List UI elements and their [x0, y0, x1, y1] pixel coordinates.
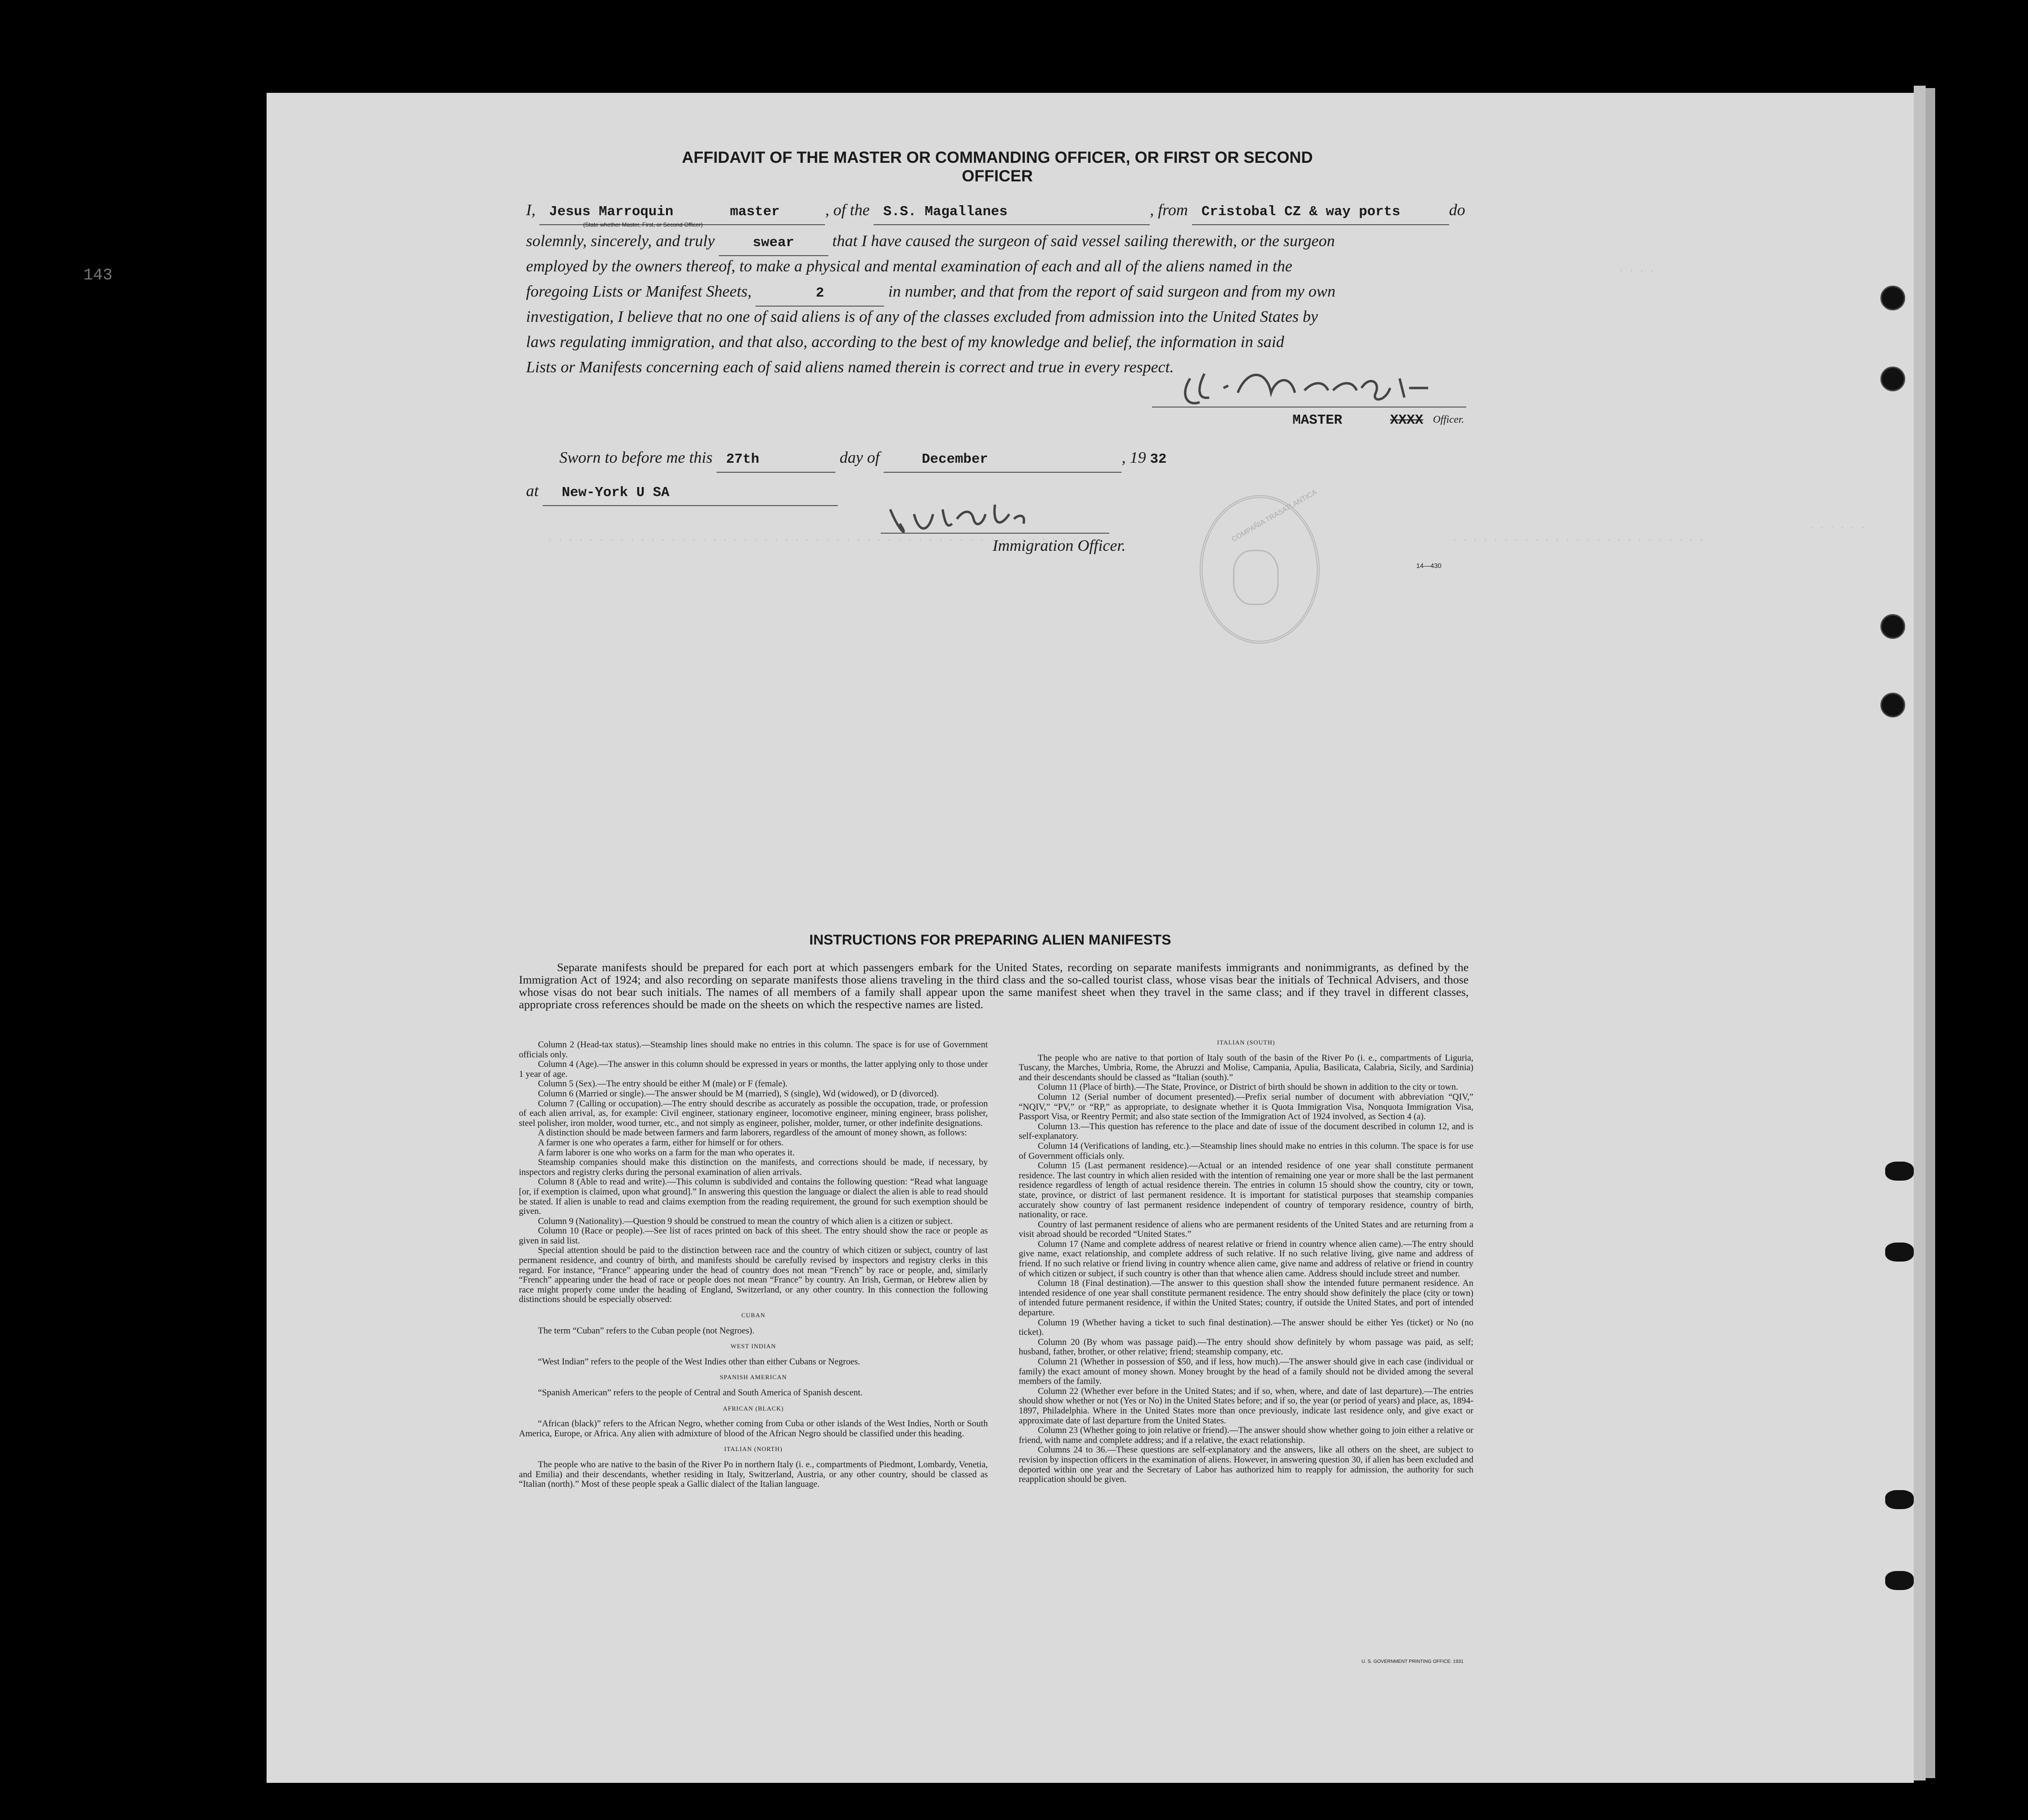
master-title: MASTER: [1292, 412, 1342, 428]
vessel-name: S.S. Magallanes: [874, 199, 1150, 225]
instruction-para: Column 5 (Sex).—The entry should be either M (male) or F (female).: [538, 1079, 788, 1089]
departure-port: Cristobal CZ & way ports: [1192, 199, 1449, 225]
bleed-through: · · · · · · · · · · · · · · · · · · · · · · · · · · · · · · · · · · · · · · · · · · · · · · · · · · · ·: [547, 536, 1077, 545]
instruction-para: Column 7 (Calling or occupation).—The entry should describe as accurately as possible the occupation, trade, or profession of each alien arrival, as, for example: Civil engineer, stationary engineer, locomotive engineer, mining engineer, brass polisher, steel polisher, iron molder, wood turner, etc., and not simply as engineer, polisher, molder, turner, or other indefinite designations.: [519, 1098, 988, 1128]
instruction-para: Steamship companies should make this distinction on the manifests, and corrections should be made, if necessary, by inspectors and registry clerks during the personal examination of alien arrivals.: [519, 1157, 988, 1177]
sworn-day: 27th: [716, 447, 835, 473]
instruction-para: Column 21 (Whether in possession of $50, and if less, how much).—The answer should give in each case (individual or family) the exact amount of money shown. Money brought by the head of a family should not be divided among the several members of the family.: [1019, 1357, 1473, 1387]
instruction-para: Column 4 (Age).—The answer in this column should be expressed in years or months, the latter applying only to those under 1 year of age.: [519, 1059, 988, 1079]
binder-hole: [1880, 286, 1905, 310]
sworn-month: December: [884, 447, 1122, 473]
master-name: Jesus Marroquin: [539, 199, 730, 225]
instruction-para: Column 6 (Married or single).—The answer should be M (married), S (single), Wd (widowed), or D (divorced).: [538, 1088, 939, 1099]
sworn-place: New-York U SA: [543, 480, 838, 506]
page-edge: [1926, 88, 1935, 1778]
section-heading: WEST INDIAN: [730, 1343, 776, 1350]
instruction-para: Column 10 (Race or people).—See list of races printed on back of this sheet. The entry should show the race or people as given in said list.: [519, 1226, 988, 1246]
affidavit-line-4: foregoing Lists or Manifest Sheets, 2 in number, and that from the report of said surgeon and from my own: [526, 279, 1473, 307]
sworn-line: Sworn to before me this 27th day of December , 19 32: [559, 445, 1273, 473]
instruction-para: Column 11 (Place of birth).—The State, Province, or District of birth should be shown in addition to the city or town.: [1038, 1082, 1458, 1093]
form-number: 14—430: [1416, 562, 1441, 569]
instruction-para: The term “Cuban” refers to the Cuban people (not Negroes).: [538, 1325, 755, 1336]
officer-struck: XXXX: [1390, 412, 1423, 428]
binder-hole: [1885, 1243, 1914, 1262]
affidavit-line-2: solemnly, sincerely, and truly swear that I have caused the surgeon of said vessel sailing therewith, or the surgeon: [526, 229, 1473, 256]
stamp-text: COMPAÑIA TRASATLANTICA: [1230, 488, 1319, 544]
instruction-para: Column 13.—This question has reference to the place and date of issue of the document described in column 12, and is self-explanatory.: [1019, 1121, 1473, 1142]
instruction-para: Column 14 (Verifications of landing, etc.).—Steamship lines should make no entries in this column. The space is for use of Government officials only.: [1019, 1141, 1473, 1161]
instruction-para: Column 9 (Nationality).—Question 9 should be construed to mean the country of which alien is a citizen or subject.: [538, 1216, 953, 1226]
instructions-title: INSTRUCTIONS FOR PREPARING ALIEN MANIFESTS: [809, 932, 1172, 948]
affidavit-line-5: investigation, I believe that no one of said aliens is of any of the classes excluded from admission into the United States by: [526, 308, 1318, 326]
section-heading: SPANISH AMERICAN: [720, 1373, 787, 1381]
binder-hole: [1880, 367, 1905, 391]
instructions-left-column: [519, 1040, 988, 1490]
section-heading: CUBAN: [741, 1312, 765, 1319]
instruction-para: Column 8 (Able to read and write).—This column is subdivided and contains the following question: “Read what language [or, if exemption is claimed, upon what ground].” In answering this question the language or dialect the alien is able to read should be stated. If alien is unable to read and claims exemption from the reading requirement, the ground for such exemption should be given.: [519, 1177, 988, 1217]
master-rank: master: [730, 199, 825, 225]
printing-office-note: U. S. GOVERNMENT PRINTING OFFICE: 1931: [1362, 1659, 1464, 1664]
affidavit-line-1: I, Jesus Marroquin master , of the S.S. Magallanes , from Cristobal CZ & way ports do: [526, 198, 1473, 225]
binder-hole: [1885, 1490, 1914, 1509]
page-edge: [1914, 86, 1926, 1780]
anchor-icon: [1233, 550, 1279, 605]
section-heading: AFRICAN (BLACK): [723, 1404, 784, 1412]
oath-word: swear: [719, 230, 828, 256]
affidavit-line-3: employed by the owners thereof, to make a physical and mental examination of each and all of the aliens named in the: [526, 258, 1292, 275]
master-signature: [1152, 359, 1476, 417]
binder-hole: [1880, 614, 1905, 639]
sheet-count: 2: [756, 280, 884, 307]
instructions-right-column: [1019, 1038, 1473, 1485]
affidavit-title: AFFIDAVIT OF THE MASTER OR COMMANDING OFFICER, OR FIRST OR SECOND OFFICER: [682, 149, 1313, 185]
instruction-para: Column 12 (Serial number of document presented).—Prefix serial number of document with abbreviation “QIV,” “NQIV,” “PV,” or “RP,” as appropriate, to designate whether it is Quota Immigration Visa, Nonquota Immigration Visa, Passport Visa, or Reentry Permit; and also state section of the Immigration Act of 1924 involved, as Section 4 (a).: [1019, 1092, 1473, 1122]
instruction-para: Column 15 (Last permanent residence).—Actual or an intended residence of one year shall constitute permanent residence. The last country in which alien resided with the intention of remaining one year or more shall be the last permanent residence regardless of length of actual residence therein. The entries in column 15 should show the country, city or town, state, province, or district of last permanent residence. It is important for statistical purposes that steamship companies accurately show country of last permanent residence independent of country of temporary residence, country of birth, nationality, or race.: [1019, 1161, 1473, 1220]
instructions-intro: Separate manifests should be prepared for each port at which passengers embark for the United States, recording on separate manifests immigrants and nonimmigrants, as defined by the Immigration Act of 1924; and also recording on separate manifests those aliens traveling in the third class and the so-called tourist class, whose visas bear the initials of Technical Advisers, and those whose visas do not bear such initials. The names of all members of a family shall appear upon the same manifest sheet when they travel in the same class; and if they travel in different classes, appropriate cross references should be made on the sheets on which the respective names are listed.: [519, 961, 1469, 1011]
affidavit-line-7: Lists or Manifests concerning each of said aliens named therein is correct and true in every respect.: [526, 358, 1174, 376]
instruction-para: The people who are native to the basin of the River Po in northern Italy (i. e., compartments of Piedmont, Lombardy, Venetia, and Emilia) and their descendants, whether residing in Italy, Switzerland, Austria, or any other country, should be classed as “Italian (north).” Most of these people speak a Gallic dialect of the Italian language.: [519, 1459, 988, 1490]
margin-number: 143: [83, 267, 113, 285]
instruction-para: Column 22 (Whether ever before in the United States; and if so, when, where, and date of last departure).—The entries should show whether or not (Yes or No) in the United States before; and if so, the year (or period of years) and place, as, 1894-1897, Philadelphia. Where in the United States more than once previously, indicate last residence only, and give exact or approximate date of last departure from the United States.: [1019, 1386, 1473, 1426]
immigration-officer-label: Immigration Officer.: [993, 537, 1126, 555]
instruction-para: Column 20 (By whom was passage paid).—The entry should show definitely by whom passage was paid, as self; husband, father, brother, or other relative; friend; steamship company, etc.: [1019, 1337, 1473, 1357]
section-heading: ITALIAN (SOUTH): [1217, 1039, 1275, 1046]
instruction-para: A distinction should be made between farmers and farm laborers, regardless of the amount of money shown, as follows:: [538, 1128, 967, 1138]
bleed-through: · · · · · · · · · · · · · · · · · · · · · · · · ·: [1452, 536, 1704, 545]
instruction-para: Columns 24 to 36.—These questions are self-explanatory and the answers, like all others on the sheet, are subject to revision by inspection officers in the examination of aliens. However, in answering question 30, if alien has been excluded and deported within one year and the Secretary of Labor has authorized him to reapply for admission, the authority for such reapplication should be given.: [1019, 1445, 1473, 1485]
binder-hole: [1885, 1162, 1914, 1181]
instruction-para: Column 17 (Name and complete address of nearest relative or friend in country whence alien came).—The entry should give name, exact relationship, and complete address of such relative. If no such relative living, give name and address of friend. If no such relative or friend living in country whence alien came, give name and address of relative or friend in country of which citizen or subject, if such country is other than that whence alien came. Address should include street and number.: [1019, 1239, 1473, 1279]
at-line: at New-York U SA: [526, 478, 907, 506]
instruction-para: “Spanish American” refers to the people of Central and South America of Spanish descent.: [538, 1388, 863, 1398]
instruction-para: A farm laborer is one who works on a farm for the man who operates it.: [538, 1147, 795, 1158]
binder-hole: [1880, 693, 1905, 717]
bleed-through: · · · ·: [1619, 267, 1655, 276]
officer-note: (State whether Master, First, or Second Officer): [583, 221, 703, 228]
instruction-para: “African (black)” refers to the African Negro, whether coming from Cuba or other islands of the West Indies, North or South America, Europe, or Africa. Any alien with admixture of blood of the African Negro should be classified under this heading.: [519, 1419, 988, 1439]
instruction-para: “West Indian” refers to the people of the West Indies other than either Cubans or Negroes.: [538, 1356, 860, 1367]
instruction-para: Special attention should be paid to the distinction between race and the country of which citizen or subject, country of last permanent residence, and country of birth, and manifests should be carefully revised by inspectors and registry clerks in this regard. For instance, “France” appearing under the head of country does not mean “French” by race or people, and, similarly “French” appearing under the head of race or people does not mean “France” by country. An Irish, German, or Hebrew alien by race might properly come under the heading of England, Switzerland, or any other country. In this connection the following distinctions should be especially observed:: [519, 1245, 988, 1305]
affidavit-line-6: laws regulating immigration, and that also, according to the best of my knowledge and belief, the information in said: [526, 333, 1284, 351]
officer-suffix: Officer.: [1433, 413, 1464, 425]
instruction-para: Country of last permanent residence of aliens who are permanent residents of the United States and are returning from a visit abroad should be recorded “United States.”: [1019, 1219, 1473, 1240]
sworn-year: 32: [1150, 451, 1167, 467]
instruction-para: Column 19 (Whether having a ticket to such final destination).—The answer should be either Yes (ticket) or No (no ticket).: [1019, 1317, 1473, 1338]
binder-hole: [1885, 1571, 1914, 1590]
bleed-through: · · · · · ·: [1809, 524, 1866, 533]
instruction-para: Column 18 (Final destination).—The answer to this question shall show the intended future permanent residence. An intended residence of one year shall constitute permanent residence. The entry should show definitely the place (city or town) of intended future permanent residence, if within the United States; country, if outside the United States, and port of intended departure.: [1019, 1278, 1473, 1318]
instruction-para: Column 23 (Whether going to join relative or friend).—The answer should show whether going to join either a relative or friend, with name and complete address; and if a relative, the exact relationship.: [1019, 1425, 1473, 1445]
instruction-para: The people who are native to that portion of Italy south of the basin of the River Po (i. e., compartments of Liguria, Tuscany, the Marches, Umbria, Rome, the Abruzzi and Molise, Campania, Apulia, Basilicata, Calabria, Sicily, and Sardinia) and their descendants should be classed as “Italian (south).”: [1019, 1053, 1473, 1083]
instruction-para: A farmer is one who operates a farm, either for himself or for others.: [538, 1137, 784, 1148]
section-heading: ITALIAN (NORTH): [724, 1445, 783, 1453]
instruction-para: Column 2 (Head-tax status).—Steamship lines should make no entries in this column. The space is for use of Government officials only.: [519, 1040, 988, 1060]
